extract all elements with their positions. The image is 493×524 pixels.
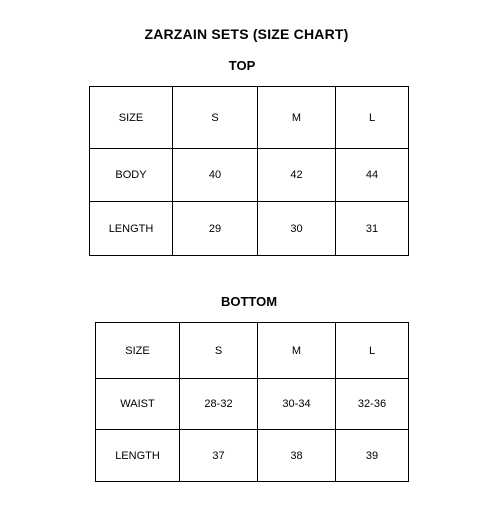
table-cell: 37: [180, 430, 258, 482]
table-row: [90, 202, 409, 256]
table-cell: 30: [258, 202, 336, 256]
table-header-row: [96, 323, 409, 379]
row-label-cell: WAIST: [96, 379, 180, 430]
table-cell: 40: [173, 149, 258, 202]
table-header-cell: SIZE: [96, 323, 180, 379]
table-header-cell: S: [180, 323, 258, 379]
table-cell: 31: [336, 202, 409, 256]
table-cell: 30-34: [258, 379, 336, 430]
row-label-cell: LENGTH: [96, 430, 180, 482]
table-row: [96, 379, 409, 430]
bottom-size-table: [95, 322, 409, 482]
table-row: [90, 149, 409, 202]
table-cell: 42: [258, 149, 336, 202]
bottom-section-title: BOTTOM: [220, 294, 278, 309]
table-row: [96, 430, 409, 482]
table-header-cell: SIZE: [90, 87, 173, 149]
top-size-table: [89, 86, 409, 256]
table-header-cell: M: [258, 87, 336, 149]
table-cell: 32-36: [336, 379, 409, 430]
table-header-cell: M: [258, 323, 336, 379]
table-cell: 38: [258, 430, 336, 482]
row-label-cell: LENGTH: [90, 202, 173, 256]
table-header-row: [90, 87, 409, 149]
row-label-cell: BODY: [90, 149, 173, 202]
table-header-cell: L: [336, 323, 409, 379]
document-title: ZARZAIN SETS (SIZE CHART): [144, 26, 349, 42]
table-cell: 28-32: [180, 379, 258, 430]
top-section-title: TOP: [228, 58, 256, 73]
table-header-cell: S: [173, 87, 258, 149]
table-cell: 29: [173, 202, 258, 256]
table-header-cell: L: [336, 87, 409, 149]
table-cell: 39: [336, 430, 409, 482]
table-cell: 44: [336, 149, 409, 202]
